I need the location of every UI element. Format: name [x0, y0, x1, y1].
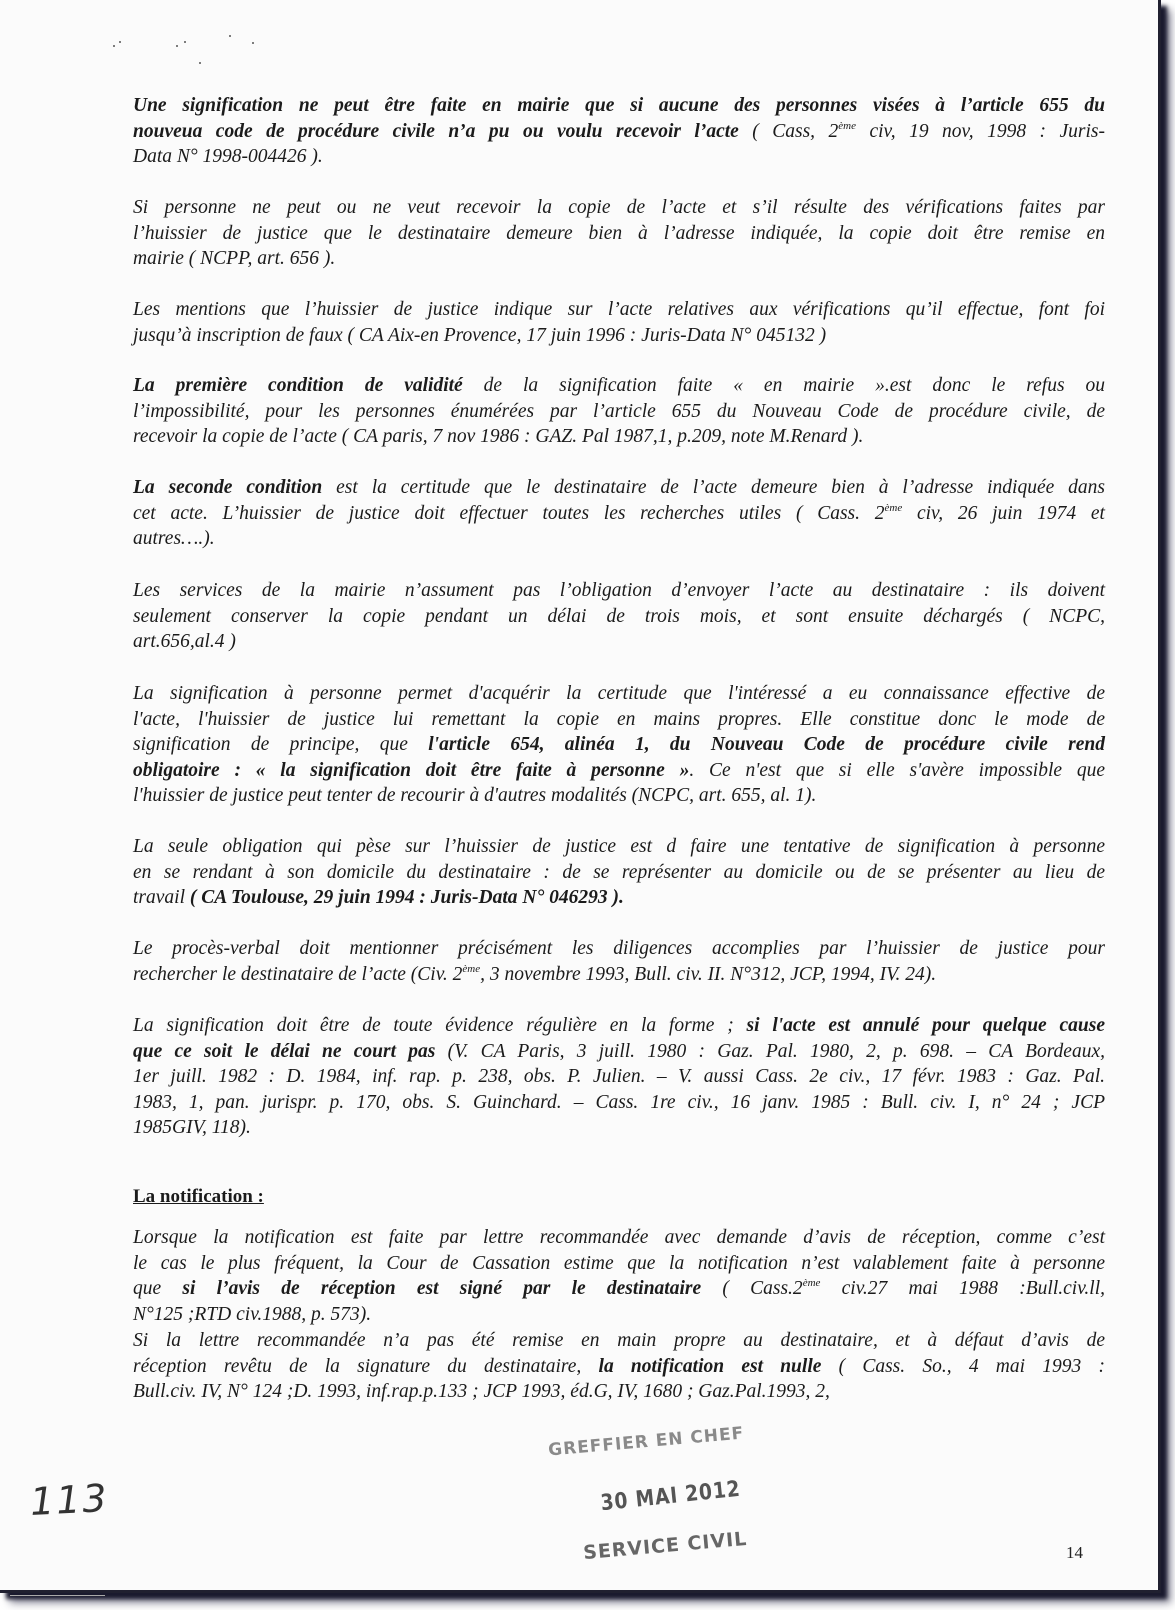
text-line: [133, 604, 1105, 630]
text-line: [133, 93, 1105, 119]
text-line: [133, 885, 1105, 911]
text-line: [133, 144, 1105, 170]
superscript: ème: [462, 962, 481, 975]
text-line: [133, 629, 1105, 655]
text-line: [133, 707, 1105, 733]
scan-speck: [252, 42, 254, 44]
paragraph: [133, 834, 1105, 911]
text-run: civ.27 mai 1988 :Bull.civ.ll,: [820, 1278, 1106, 1299]
text-run: jusqu’à inscription de faux ( CA Aix-en Provence, 17 juin 1996 : Juris-Data N° 045132 ): [133, 324, 827, 346]
text-line: [133, 936, 1105, 962]
page-number: 14: [1066, 1543, 1083, 1562]
scan-speck: [229, 35, 231, 37]
bold-run: la notification est nulle: [598, 1355, 822, 1377]
bold-run: nouveua code de procédure civile n’a pu ou voulu recevoir l’acte: [133, 120, 739, 142]
text-line: [133, 578, 1105, 604]
paragraph: [133, 373, 1105, 450]
text-run: Les mentions que l’huissier de justice indique sur l’acte relatives aux vérifications qu’il effectue, font foi: [133, 299, 1105, 320]
bold-run: Une signification ne peut être faite en mairie que si aucune des personnes visées à l’article 655 du: [133, 95, 1105, 116]
text-run: mairie ( NCPP, art. 656 ).: [133, 248, 336, 269]
text-run: rechercher le destinataire de l’acte (Civ. 2: [133, 963, 463, 985]
text-run: en se rendant à son domicile du destinataire : de se représenter au domicile ou de se présenter au lieu de: [133, 861, 1105, 883]
text-run: civ, 19 nov, 1998 : Juris-: [855, 120, 1105, 142]
text-line: [133, 1328, 1105, 1354]
text-run: de la signification faite « en mairie ».est donc le refus ou: [462, 375, 1106, 396]
paragraph: [133, 1328, 1105, 1405]
bold-run: si l'acte est annulé pour quelque cause: [746, 1015, 1105, 1036]
text-run: La seule obligation qui pèse sur l’huissier de justice est d faire une tentative de signification à personne: [133, 836, 1105, 857]
text-line: [133, 195, 1105, 221]
text-line: [133, 1276, 1105, 1302]
text-run: l’impossibilité, pour les personnes énumérées par l’article 655 du Nouveau Code de procédure civile, de: [133, 400, 1105, 422]
text-line: [133, 1354, 1105, 1380]
text-run: N°125 ;RTD civ.1988, p. 573).: [133, 1303, 372, 1325]
text-run: que: [133, 1278, 183, 1299]
text-run: Les services de la mairie n’assument pas l’obligation d’envoyer l’acte au destinataire : ils doivent: [133, 580, 1105, 601]
text-line: [133, 1302, 1105, 1328]
text-line: [133, 1064, 1105, 1090]
text-run: . Ce n'est que si elle s'avère impossible que: [689, 759, 1105, 781]
paragraph: [133, 195, 1105, 272]
text-run: 1983, 1, pan. jurispr. p. 170, obs. S. Guinchard. – Cass. 1re civ., 16 janv. 1985 : Bull. civ. I, n° 24 ; JCP: [133, 1091, 1105, 1113]
scan-speck: [119, 41, 121, 43]
paragraph: [133, 936, 1105, 987]
section-heading: La notification :: [133, 1186, 264, 1207]
text-run: signification de principe, que: [133, 734, 429, 755]
text-run: Lorsque la notification est faite par lettre recommandée avec demande d’avis de réception, comme c’est: [133, 1227, 1105, 1248]
superscript: ème: [802, 1277, 821, 1289]
bold-run: La première condition de validité: [133, 375, 463, 396]
text-run: l’huissier de justice que le destinataire demeure bien à l’adresse indiquée, la copie doit être remise en: [133, 222, 1105, 244]
text-run: l'huissier de justice peut tenter de recourir à d'autres modalités (NCPC, art. 655, al. 1).: [133, 785, 817, 806]
superscript: ème: [884, 501, 903, 514]
text-line: [133, 1039, 1105, 1065]
bold-run: que ce soit le délai ne court pas: [133, 1040, 436, 1062]
text-line: [133, 1379, 1105, 1405]
text-line: [133, 1115, 1105, 1141]
text-line: [133, 732, 1105, 758]
bold-run: l'article 654, alinéa 1, du Nouveau Code de procédure civile rend: [428, 734, 1105, 755]
text-line: [133, 1251, 1105, 1277]
text-run: est la certitude que le destinataire de l’acte demeure bien à l’adresse indiquée dans: [322, 477, 1105, 498]
bold-run: ( CA Toulouse, 29 juin 1994 : Juris-Data N° 046293 ).: [189, 887, 624, 908]
text-run: le cas le plus fréquent, la Cour de Cassation estime que la notification n’est valablement faite à personne: [133, 1252, 1105, 1274]
paragraph: [133, 1013, 1105, 1141]
text-run: Si personne ne peut ou ne veut recevoir la copie de l’acte et s’il résulte des vérifications faites par: [133, 197, 1105, 218]
text-run: travail: [133, 887, 190, 908]
text-line: [133, 834, 1105, 860]
paragraph: [133, 475, 1105, 552]
text-run: art.656,al.4 ): [133, 631, 236, 652]
text-line: [133, 221, 1105, 247]
text-run: (V. CA Paris, 3 juill. 1980 : Gaz. Pal. 1980, 2, p. 698. – CA Bordeaux,: [435, 1040, 1105, 1062]
text-run: Si la lettre recommandée n’a pas été remise en main propre au destinataire, et à défaut d’avis de: [133, 1330, 1105, 1351]
text-run: ( Cass. So., 4 mai 1993 :: [821, 1355, 1105, 1377]
text-run: recevoir la copie de l’acte ( CA paris, 7 nov 1986 : GAZ. Pal 1987,1, p.209, note M.Renard ).: [133, 426, 864, 447]
paragraph: [133, 93, 1105, 170]
text-run: 1985GIV, 118).: [133, 1117, 251, 1138]
text-line: [133, 373, 1105, 399]
bold-run: si l’avis de réception est signé par le destinataire: [182, 1278, 702, 1299]
paragraph: [133, 1225, 1105, 1327]
text-run: civ, 26 juin 1974 et: [902, 502, 1105, 524]
text-line: [133, 501, 1105, 527]
bold-run: La seconde condition: [133, 477, 323, 498]
scan-edge-line: [10, 1595, 105, 1596]
text-run: La signification à personne permet d'acquérir la certitude que l'intéressé a eu connaissance effective de: [133, 683, 1105, 704]
text-line: [133, 783, 1105, 809]
text-run: Data N° 1998-004426 ).: [133, 146, 323, 167]
text-run: Bull.civ. IV, N° 124 ;D. 1993, inf.rap.p.133 ; JCP 1993, éd.G, IV, 1680 ; Gaz.Pal.1993, 2,: [133, 1381, 830, 1402]
stamp-greffier-en-chef: GREFFIER EN CHEF: [547, 1423, 746, 1461]
text-line: [133, 424, 1105, 450]
text-run: réception revêtu de la signature du destinataire,: [133, 1355, 599, 1377]
text-line: [133, 962, 1105, 988]
text-run: ( Cass.2: [701, 1278, 803, 1299]
text-line: [133, 681, 1105, 707]
text-run: l'acte, l'huissier de justice lui remettant la copie en mains propres. Elle constitue donc le mode de: [133, 708, 1105, 730]
stamp-service-civil: SERVICE CIVIL: [582, 1527, 749, 1565]
text-line: [133, 246, 1105, 272]
text-line: [133, 323, 1105, 349]
paragraph: [133, 578, 1105, 655]
text-line: [133, 119, 1105, 145]
text-line: [133, 1090, 1105, 1116]
stamp-date: 30 MAI 2012: [599, 1476, 742, 1517]
paragraph: [133, 297, 1105, 348]
text-run: cet acte. L’huissier de justice doit effectuer toutes les recherches utiles ( Cass. 2: [133, 502, 885, 524]
handwritten-folio-number: 113: [28, 1475, 110, 1525]
superscript: ème: [838, 119, 856, 132]
text-line: [133, 1225, 1105, 1251]
text-run: seulement conserver la copie pendant un délai de trois mois, et sont ensuite déchargés ( NCPC,: [133, 605, 1105, 627]
text-run: ( Cass, 2: [738, 120, 839, 142]
text-run: 1er juill. 1982 : D. 1984, inf. rap. p. 238, obs. P. Julien. – V. aussi Cass. 2e civ., 17 févr. 1983 : Gaz. Pal.: [133, 1066, 1105, 1087]
text-run: Le procès-verbal doit mentionner précisément les diligences accomplies par l’huissier de justice pour: [133, 938, 1105, 959]
text-line: [133, 1013, 1105, 1039]
bold-run: obligatoire : « la signification doit être faite à personne »: [133, 759, 690, 781]
scan-speck: [184, 41, 186, 43]
text-line: [133, 860, 1105, 886]
text-run: , 3 novembre 1993, Bull. civ. II. N°312, JCP, 1994, IV. 24).: [480, 963, 937, 985]
text-line: [133, 297, 1105, 323]
text-line: [133, 526, 1105, 552]
scan-speck: [113, 45, 115, 47]
scan-speck: [176, 45, 178, 47]
text-run: autres….).: [133, 528, 215, 549]
scan-speck: [199, 62, 201, 64]
text-line: [133, 475, 1105, 501]
paragraph: [133, 681, 1105, 809]
text-line: [133, 399, 1105, 425]
text-run: La signification doit être de toute évidence régulière en la forme ;: [133, 1015, 747, 1036]
text-line: [133, 758, 1105, 784]
